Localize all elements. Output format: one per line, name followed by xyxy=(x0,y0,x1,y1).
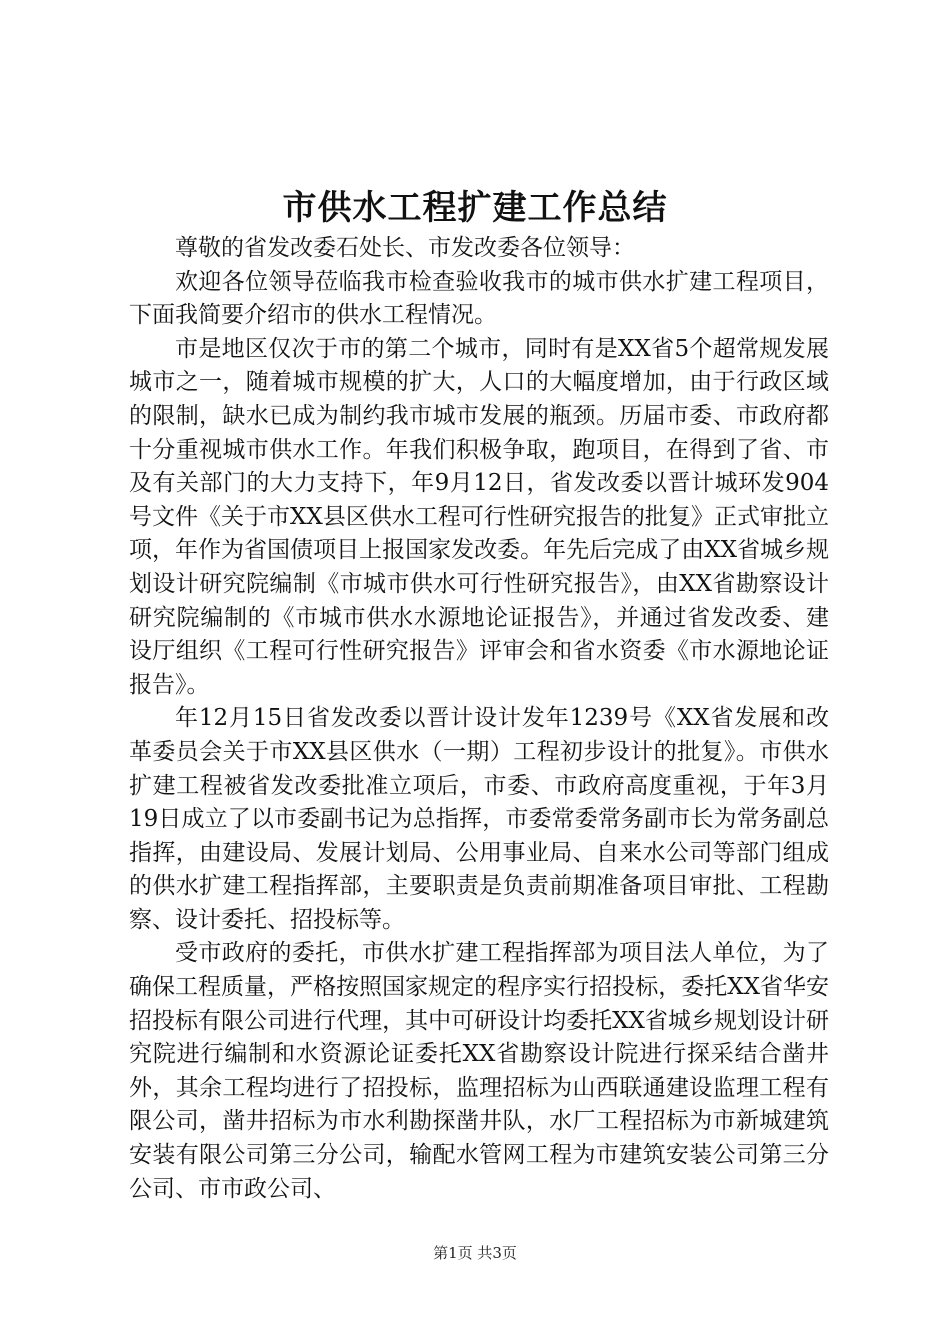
page-number-footer: 第1页 共3页 xyxy=(433,1244,517,1262)
document-title: 市供水工程扩建工作总结 xyxy=(282,188,668,228)
document-body xyxy=(129,232,829,1206)
salutation-paragraph: 尊敬的省发改委石处长、市发改委各位领导： xyxy=(175,235,635,261)
body-paragraph: 年12月15日省发改委以晋计设计发年1239号《XX省发展和改革委员会关于市XX县区供水（一期）工程初步设计的批复》。市供水扩建工程被省发改委批准立项后，市委、市政府高度重视，于年3月19日成立了以市委副书记为总指挥，市委常委常务副市长为常务副总指挥，由建设局、发展计划局、公用事业局、自来水公司等部门组成的供水扩建工程指挥部，主要职责是负责前期准备项目审批、工程勘察、设计委托、招投标等。 xyxy=(129,705,829,933)
body-paragraph: 受市政府的委托，市供水扩建工程指挥部为项目法人单位，为了确保工程质量，严格按照国家规定的程序实行招投标，委托XX省华安招投标有限公司进行代理，其中可研设计均委托XX省城乡规划设计研究院进行编制和水资源论证委托XX省勘察设计院进行探采结合凿井外，其余工程均进行了招投标，监理招标为山西联通建设监理工程有限公司，凿井招标为市水利勘探凿井队，水厂工程招标为市新城建筑安装有限公司第三分公司，输配水管网工程为市建筑安装公司第三分公司、市市政公司、 xyxy=(129,940,829,1202)
body-paragraph: 欢迎各位领导莅临我市检查验收我市的城市供水扩建工程项目，下面我简要介绍市的供水工程情况。 xyxy=(129,268,829,329)
body-paragraph: 市是地区仅次于市的第二个城市，同时有是XX省5个超常规发展城市之一，随着城市规模的扩大，人口的大幅度增加，由于行政区域的限制，缺水已成为制约我市城市发展的瓶颈。历届市委、市政府都十分重视城市供水工作。年我们积极争取，跑项目，在得到了省、市及有关部门的大力支持下，年9月12日，省发改委以晋计城环发904号文件《关于市XX县区供水工程可行性研究报告的批复》正式审批立项，年作为省国债项目上报国家发改委。年先后完成了由XX省城乡规划设计研究院编制《市城市供水可行性研究报告》，由XX省勘察设计研究院编制的《市城市供水水源地论证报告》，并通过省发改委、建设厅组织《工程可行性研究报告》评审会和省水资委《市水源地论证报告》。 xyxy=(129,335,829,698)
